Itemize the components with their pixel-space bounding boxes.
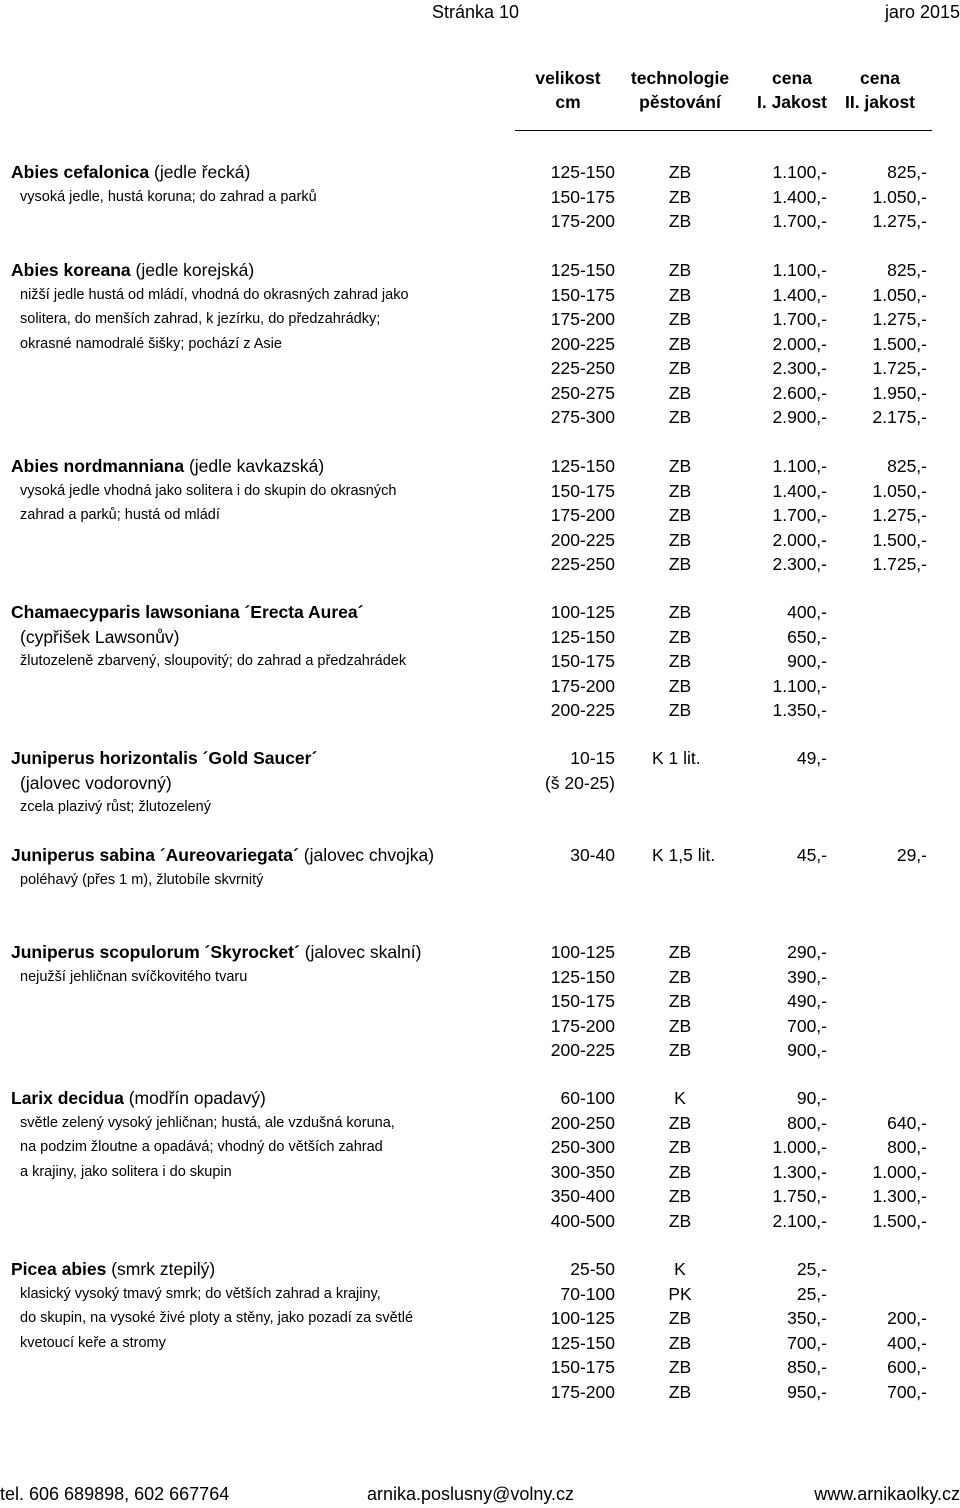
size-cell: 200-225 — [550, 529, 615, 550]
technology-cell: ZB — [668, 407, 692, 427]
col-size-header: velikost cm — [535, 68, 601, 112]
table-row — [0, 795, 960, 819]
table-row — [0, 746, 960, 770]
size-cell: 175-200 — [550, 675, 615, 696]
technology-cell: ZB — [668, 309, 692, 329]
technology-cell: ZB — [668, 162, 692, 182]
technology-cell: ZB — [668, 211, 692, 231]
price-first-quality: 25,- — [796, 1283, 827, 1304]
size-cell: 125-150 — [550, 260, 615, 280]
product-name — [11, 940, 421, 964]
product-description: okrasné namodralé šišky; pochází z Asie — [20, 335, 282, 352]
price-first-quality: 1.400,- — [772, 186, 827, 207]
size-cell: 125-150 — [550, 162, 615, 182]
price-first-quality: 1.000,- — [772, 1137, 827, 1157]
table-row — [0, 1014, 960, 1038]
size-cell: 150-175 — [550, 991, 615, 1011]
technology-cell: ZB — [668, 1015, 692, 1036]
table-row — [0, 1038, 960, 1062]
size-cell: (š 20-25) — [544, 772, 615, 793]
price-first-quality: 700,- — [787, 1015, 827, 1036]
scientific-name: Abies cefalonica — [11, 162, 150, 182]
price-second-quality: 600,- — [887, 1357, 927, 1377]
price-second-quality: 1.275,- — [872, 505, 927, 525]
technology-cell: ZB — [668, 1186, 692, 1206]
size-cell: 100-125 — [550, 602, 615, 622]
price-second-quality: 1.950,- — [872, 382, 927, 403]
footer-email: arnika.poslusny@volny.cz — [367, 1484, 575, 1504]
scientific-name: Juniperus horizontalis ´Gold Saucer´ — [11, 748, 318, 768]
price-first-quality: 2.000,- — [772, 333, 827, 354]
table-row — [0, 381, 960, 405]
price-first-quality: 1.100,- — [772, 675, 827, 696]
technology-cell: ZB — [668, 1112, 692, 1133]
table-row — [0, 1355, 960, 1379]
product-description: zahrad a parků; hustá od mládí — [20, 507, 220, 523]
table-row — [0, 674, 960, 698]
price-first-quality: 400,- — [787, 602, 827, 622]
technology-cell: ZB — [668, 942, 692, 962]
size-cell: 275-300 — [550, 407, 615, 427]
price-second-quality: 1.275,- — [872, 309, 927, 329]
common-name: (jedle korejská) — [135, 260, 255, 280]
product-description: solitera, do menších zahrad, k jezírku, do předzahrádky; — [20, 311, 381, 327]
technology-cell: ZB — [668, 1137, 692, 1157]
price-second-quality: 29,- — [896, 845, 927, 865]
price-first-quality: 1.350,- — [772, 700, 827, 720]
table-row — [0, 1331, 960, 1355]
technology-cell: ZB — [668, 991, 692, 1011]
price-first-quality: 1.100,- — [772, 456, 827, 476]
size-cell: 175-200 — [550, 505, 615, 525]
price-first-quality: 1.100,- — [772, 260, 827, 280]
price-first-quality: 45,- — [796, 845, 827, 865]
technology-cell: PK — [668, 1283, 692, 1304]
table-row — [0, 600, 960, 624]
technology-cell: ZB — [668, 358, 692, 378]
price-second-quality: 1.500,- — [872, 529, 927, 550]
price-second-quality: 1.500,- — [872, 333, 927, 354]
technology-cell: ZB — [668, 186, 692, 207]
size-cell: 250-300 — [550, 1137, 615, 1157]
table-row — [0, 1086, 960, 1110]
price-first-quality: 800,- — [787, 1112, 827, 1133]
product-name — [11, 1086, 266, 1110]
size-cell: 400-500 — [550, 1210, 615, 1231]
price-first-quality: 1.700,- — [772, 211, 827, 231]
technology-cell: ZB — [668, 1332, 692, 1353]
product-description: klasický vysoký tmavý smrk; do větších zahrad a krajiny, — [20, 1285, 381, 1302]
price-first-quality: 350,- — [787, 1308, 827, 1328]
scientific-name: Juniperus scopulorum ´Skyrocket´ — [11, 942, 300, 962]
table-row — [0, 649, 960, 673]
size-cell: 150-175 — [550, 284, 615, 305]
technology-cell: K — [674, 1259, 686, 1279]
table-row — [0, 1135, 960, 1159]
table-row — [0, 307, 960, 331]
size-cell: 250-275 — [550, 382, 615, 403]
product-description: světle zelený vysoký jehličnan; hustá, ale vzdušná koruna, — [20, 1114, 395, 1131]
technology-cell: ZB — [668, 1357, 692, 1377]
price-first-quality: 2.300,- — [772, 358, 827, 378]
size-cell: 175-200 — [550, 1015, 615, 1036]
product-name — [11, 160, 250, 184]
technology-cell: K — [674, 1088, 686, 1108]
size-cell: 200-225 — [550, 700, 615, 720]
size-cell: 30-40 — [570, 845, 615, 865]
table-row — [0, 1257, 960, 1281]
price-second-quality: 1.050,- — [872, 186, 927, 207]
table-row — [0, 356, 960, 380]
price-second-quality: 1.000,- — [872, 1161, 927, 1182]
size-cell: 125-150 — [550, 456, 615, 476]
price-second-quality: 700,- — [887, 1381, 927, 1402]
price-first-quality: 1.400,- — [772, 480, 827, 501]
product-description: kvetoucí keře a stromy — [20, 1334, 166, 1351]
technology-cell: K 1,5 lit. — [652, 845, 716, 865]
technology-cell: ZB — [668, 382, 692, 403]
scientific-name: Larix decidua — [11, 1088, 124, 1108]
price-second-quality: 2.175,- — [872, 407, 927, 427]
price-first-quality: 950,- — [787, 1381, 827, 1402]
table-row — [0, 185, 960, 209]
price-first-quality: 850,- — [787, 1357, 827, 1377]
technology-cell: ZB — [668, 505, 692, 525]
common-name: (jedle kavkazská) — [188, 456, 325, 476]
size-cell: 200-250 — [550, 1112, 615, 1133]
table-row — [0, 989, 960, 1013]
size-cell: 150-175 — [550, 1357, 615, 1377]
common-name: (modřín opadavý) — [128, 1088, 266, 1108]
technology-cell: ZB — [668, 1381, 692, 1402]
price-first-quality: 2.000,- — [772, 529, 827, 550]
technology-cell: ZB — [668, 1040, 692, 1060]
product-description: nejužší jehličnan svíčkovitého tvaru — [20, 968, 248, 985]
technology-cell: ZB — [668, 700, 692, 720]
table-row — [0, 283, 960, 307]
product-description: do skupin, na vysoké živé ploty a stěny, jako pozadí za světlé — [20, 1310, 414, 1326]
product-description: žlutozeleně zbarvený, sloupovitý; do zahrad a předzahrádek — [20, 653, 407, 669]
product-description: zcela plazivý růst; žlutozelený — [20, 799, 211, 815]
table-row — [0, 625, 960, 649]
common-name: (jalovec skalní) — [304, 942, 422, 962]
size-cell: 125-150 — [550, 966, 615, 987]
size-cell: 225-250 — [550, 554, 615, 574]
price-first-quality: 1.700,- — [772, 505, 827, 525]
table-row — [0, 405, 960, 429]
footer-phone: tel. 606 689898, 602 667764 — [0, 1484, 230, 1504]
price-first-quality: 390,- — [787, 966, 827, 987]
size-cell: 125-150 — [550, 1332, 615, 1353]
table-row — [0, 868, 960, 892]
size-cell: 150-175 — [550, 186, 615, 207]
size-cell: 200-225 — [550, 1040, 615, 1060]
technology-cell: ZB — [668, 966, 692, 987]
size-cell: 175-200 — [550, 1381, 615, 1402]
price-first-quality: 490,- — [787, 991, 827, 1011]
size-cell: 70-100 — [560, 1283, 615, 1304]
technology-cell: ZB — [668, 651, 692, 671]
price-second-quality: 640,- — [887, 1112, 927, 1133]
col-price2-header: cena II. jakost — [844, 68, 916, 112]
table-row — [0, 454, 960, 478]
price-first-quality: 1.400,- — [772, 284, 827, 305]
col-price1-header: cena I. Jakost — [756, 68, 828, 112]
table-row — [0, 479, 960, 503]
price-first-quality: 290,- — [787, 942, 827, 962]
price-second-quality: 400,- — [887, 1332, 927, 1353]
technology-cell: ZB — [668, 675, 692, 696]
footer-website: www.arnikaolky.cz — [814, 1484, 960, 1504]
price-second-quality: 800,- — [887, 1137, 927, 1157]
price-first-quality: 49,- — [796, 748, 827, 768]
price-first-quality: 900,- — [787, 651, 827, 671]
season-label: jaro 2015 — [884, 2, 960, 22]
size-cell: 225-250 — [550, 358, 615, 378]
price-first-quality: 25,- — [796, 1259, 827, 1279]
header-divider — [515, 130, 932, 131]
price-first-quality: 1.750,- — [772, 1186, 827, 1206]
price-second-quality: 1.500,- — [872, 1210, 927, 1231]
table-row — [0, 940, 960, 964]
product-name — [11, 843, 434, 867]
product-description: vysoká jedle vhodná jako solitera i do skupin do okrasných — [20, 482, 397, 499]
technology-cell: ZB — [668, 1308, 692, 1328]
scientific-name: Abies nordmanniana — [11, 456, 185, 476]
price-second-quality: 825,- — [887, 162, 927, 182]
price-second-quality: 825,- — [887, 260, 927, 280]
price-first-quality: 2.600,- — [772, 382, 827, 403]
common-name: (jedle řecká) — [154, 162, 251, 182]
table-row — [0, 332, 960, 356]
price-first-quality: 1.300,- — [772, 1161, 827, 1182]
col-technology-header: technologie pěstování — [630, 68, 730, 112]
price-second-quality: 1.050,- — [872, 284, 927, 305]
size-cell: 100-125 — [550, 1308, 615, 1328]
table-row — [0, 1111, 960, 1135]
price-first-quality: 2.300,- — [772, 554, 827, 574]
table-row — [0, 528, 960, 552]
price-first-quality: 1.700,- — [772, 309, 827, 329]
price-second-quality: 1.275,- — [872, 211, 927, 231]
product-name — [11, 258, 254, 282]
size-cell: 150-175 — [550, 480, 615, 501]
size-cell: 175-200 — [550, 211, 615, 231]
size-cell: 60-100 — [560, 1088, 615, 1108]
common-name: (smrk ztepilý) — [111, 1259, 216, 1279]
size-cell: 125-150 — [550, 626, 615, 647]
common-name: (jalovec vodorovný) — [20, 772, 172, 793]
technology-cell: ZB — [668, 529, 692, 550]
product-name — [11, 600, 363, 624]
price-second-quality: 1.300,- — [872, 1186, 927, 1206]
size-cell: 200-225 — [550, 333, 615, 354]
product-name — [11, 746, 317, 770]
size-cell: 300-350 — [550, 1161, 615, 1182]
technology-cell: ZB — [668, 284, 692, 305]
table-row — [0, 1306, 960, 1330]
common-name: (cypřišek Lawsonův) — [20, 626, 180, 647]
product-description: a krajiny, jako solitera i do skupin — [20, 1163, 232, 1180]
product-name — [11, 454, 324, 478]
size-cell: 100-125 — [550, 942, 615, 962]
technology-cell: ZB — [668, 626, 692, 647]
technology-cell: ZB — [668, 1210, 692, 1231]
price-first-quality: 1.100,- — [772, 162, 827, 182]
technology-cell: ZB — [668, 554, 692, 574]
table-row — [0, 965, 960, 989]
technology-cell: K 1 lit. — [652, 748, 701, 768]
table-row — [0, 258, 960, 282]
technology-cell: ZB — [668, 456, 692, 476]
product-description: na podzim žloutne a opadává; vhodný do větších zahrad — [20, 1139, 383, 1155]
technology-cell: ZB — [668, 260, 692, 280]
size-cell: 25-50 — [570, 1259, 615, 1279]
price-first-quality: 2.100,- — [772, 1210, 827, 1231]
price-second-quality: 1.050,- — [872, 480, 927, 501]
price-first-quality: 90,- — [796, 1088, 827, 1108]
technology-cell: ZB — [668, 333, 692, 354]
technology-cell: ZB — [668, 480, 692, 501]
price-second-quality: 200,- — [887, 1308, 927, 1328]
product-name — [11, 1257, 215, 1281]
table-row — [0, 771, 960, 795]
product-description: poléhavý (přes 1 m), žlutobíle skvrnitý — [20, 871, 264, 888]
product-description: vysoká jedle, hustá koruna; do zahrad a parků — [20, 188, 317, 205]
price-second-quality: 1.725,- — [872, 358, 927, 378]
scientific-name: Abies koreana — [11, 260, 131, 280]
table-row — [0, 1184, 960, 1208]
common-name: (jalovec chvojka) — [303, 845, 435, 865]
price-first-quality: 900,- — [787, 1040, 827, 1060]
table-row — [0, 1209, 960, 1233]
scientific-name: Juniperus sabina ´Aureovariegata´ — [11, 845, 299, 865]
table-row — [0, 1160, 960, 1184]
size-cell: 150-175 — [550, 651, 615, 671]
technology-cell: ZB — [668, 1161, 692, 1182]
scientific-name: Picea abies — [11, 1259, 107, 1279]
price-second-quality: 1.725,- — [872, 554, 927, 574]
table-row — [0, 1282, 960, 1306]
technology-cell: ZB — [668, 602, 692, 622]
size-cell: 350-400 — [550, 1186, 615, 1206]
size-cell: 175-200 — [550, 309, 615, 329]
table-row — [0, 160, 960, 184]
size-cell: 10-15 — [570, 748, 615, 768]
page-number: Stránka 10 — [432, 2, 520, 22]
table-row — [0, 503, 960, 527]
table-row — [0, 843, 960, 867]
table-row — [0, 209, 960, 233]
price-first-quality: 2.900,- — [772, 407, 827, 427]
price-second-quality: 825,- — [887, 456, 927, 476]
table-row — [0, 1380, 960, 1404]
scientific-name: Chamaecyparis lawsoniana ´Erecta Aurea´ — [11, 602, 364, 622]
price-first-quality: 650,- — [787, 626, 827, 647]
product-description: nižší jedle hustá od mládí, vhodná do okrasných zahrad jako — [20, 286, 409, 303]
table-row — [0, 552, 960, 576]
table-row — [0, 698, 960, 722]
price-first-quality: 700,- — [787, 1332, 827, 1353]
